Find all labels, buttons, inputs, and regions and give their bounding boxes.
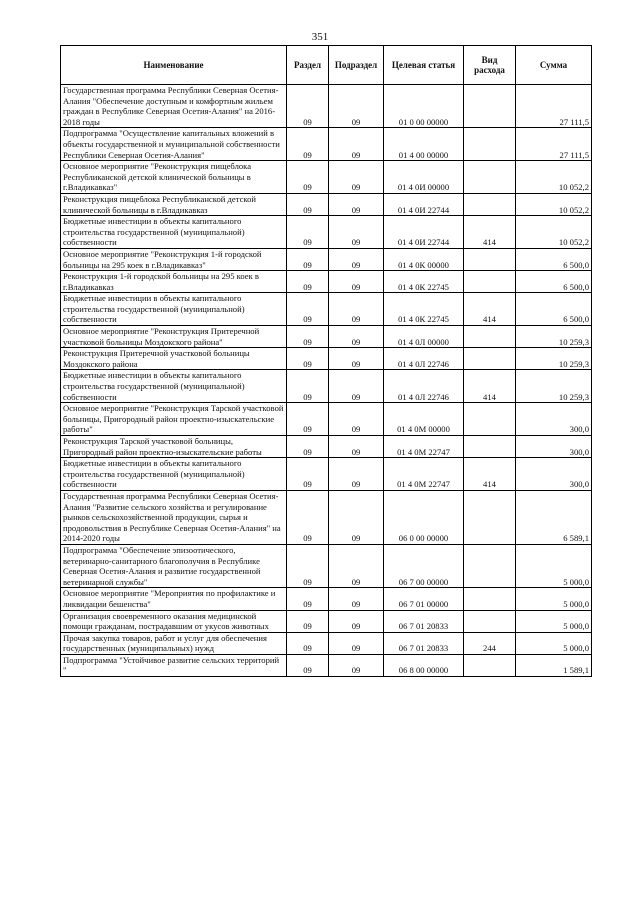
row-subsection: 09 [329, 654, 384, 676]
row-section: 09 [287, 370, 329, 403]
row-section: 09 [287, 293, 329, 326]
row-sum: 300,0 [516, 458, 592, 491]
row-subsection: 09 [329, 161, 384, 194]
table-row [61, 544, 592, 587]
row-section: 09 [287, 326, 329, 348]
row-name: Прочая закупка товаров, работ и услуг для обеспечения государственных (муниципальных) нужд [61, 632, 287, 654]
row-subsection: 09 [329, 370, 384, 403]
row-subsection: 09 [329, 216, 384, 249]
table-header-row [61, 46, 592, 85]
row-section: 09 [287, 544, 329, 587]
row-kind [464, 248, 516, 270]
row-subsection: 09 [329, 326, 384, 348]
row-name: Основное мероприятие "Реконструкция Притеречной участковой больницы Моздокского района" [61, 326, 287, 348]
row-section: 09 [287, 490, 329, 544]
row-section: 09 [287, 216, 329, 249]
row-target: 01 4 0И 22744 [384, 193, 464, 215]
row-kind [464, 588, 516, 610]
row-name: Подпрограмма "Устойчивое развитие сельских территорий " [61, 654, 287, 676]
header-name: Наименование [61, 46, 287, 85]
table-row [61, 248, 592, 270]
row-sum: 5 000,0 [516, 544, 592, 587]
row-kind: 414 [464, 458, 516, 491]
row-name: Основное мероприятие "Реконструкция пищеблока Республиканской детской клинической больницы в г.Владикавказ" [61, 161, 287, 194]
row-name: Реконструкция Тарской участковой больницы, Пригородный район проектно-изыскательские работы [61, 436, 287, 458]
row-kind [464, 161, 516, 194]
table-row [61, 271, 592, 293]
row-subsection: 09 [329, 588, 384, 610]
row-sum: 6 500,0 [516, 271, 592, 293]
row-name: Бюджетные инвестиции в объекты капитального строительства государственной (муниципальной) собственности [61, 370, 287, 403]
row-target: 06 0 00 00000 [384, 490, 464, 544]
row-name: Бюджетные инвестиции в объекты капитального строительства государственной (муниципальной) собственности [61, 216, 287, 249]
row-sum: 300,0 [516, 403, 592, 436]
row-target: 01 4 0М 00000 [384, 403, 464, 436]
row-subsection: 09 [329, 436, 384, 458]
page-number: 351 [311, 31, 329, 43]
row-subsection: 09 [329, 128, 384, 161]
row-section: 09 [287, 128, 329, 161]
row-kind [464, 403, 516, 436]
header-section: Раздел [287, 46, 329, 85]
row-sum: 6 589,1 [516, 490, 592, 544]
row-sum: 300,0 [516, 436, 592, 458]
row-sum: 6 500,0 [516, 248, 592, 270]
row-target: 06 7 01 20833 [384, 610, 464, 632]
row-kind [464, 348, 516, 370]
table-row [61, 348, 592, 370]
row-kind [464, 193, 516, 215]
row-target: 01 4 0М 22747 [384, 436, 464, 458]
row-subsection: 09 [329, 293, 384, 326]
row-sum: 6 500,0 [516, 293, 592, 326]
row-kind: 414 [464, 293, 516, 326]
row-sum: 1 589,1 [516, 654, 592, 676]
row-target: 06 7 00 00000 [384, 544, 464, 587]
row-sum: 10 259,3 [516, 348, 592, 370]
row-section: 09 [287, 403, 329, 436]
row-subsection: 09 [329, 490, 384, 544]
row-kind: 244 [464, 632, 516, 654]
row-section: 09 [287, 654, 329, 676]
row-target: 01 4 0Л 00000 [384, 326, 464, 348]
header-target: Целевая статья [384, 46, 464, 85]
row-sum: 10 259,3 [516, 326, 592, 348]
row-name: Реконструкция пищеблока Республиканской детской клинической больницы в г.Владикавказ [61, 193, 287, 215]
row-name: Основное мероприятие "Реконструкция Тарской участковой больницы, Пригородный район проектно-изыскательские работы" [61, 403, 287, 436]
row-kind: 414 [464, 216, 516, 249]
row-sum: 5 000,0 [516, 588, 592, 610]
row-kind [464, 610, 516, 632]
row-section: 09 [287, 348, 329, 370]
row-section: 09 [287, 458, 329, 491]
row-name: Реконструкция 1-й городской больницы на 295 коек в г.Владикавказ [61, 271, 287, 293]
row-subsection: 09 [329, 403, 384, 436]
row-kind [464, 128, 516, 161]
row-target: 01 4 00 00000 [384, 128, 464, 161]
row-sum: 10 259,3 [516, 370, 592, 403]
row-name: Реконструкция Притеречной участковой больницы Моздокского района [61, 348, 287, 370]
table-row [61, 403, 592, 436]
row-section: 09 [287, 271, 329, 293]
row-target: 01 4 0М 22747 [384, 458, 464, 491]
table-row [61, 293, 592, 326]
row-target: 01 4 0Л 22746 [384, 348, 464, 370]
table-row [61, 632, 592, 654]
row-target: 06 7 01 00000 [384, 588, 464, 610]
row-subsection: 09 [329, 458, 384, 491]
row-kind [464, 436, 516, 458]
row-target: 06 8 00 00000 [384, 654, 464, 676]
row-kind [464, 326, 516, 348]
row-name: Бюджетные инвестиции в объекты капитального строительства государственной (муниципальной) собственности [61, 293, 287, 326]
row-sum: 10 052,2 [516, 161, 592, 194]
row-subsection: 09 [329, 248, 384, 270]
row-sum: 5 000,0 [516, 610, 592, 632]
row-subsection: 09 [329, 85, 384, 128]
table-row [61, 128, 592, 161]
row-name: Организация своевременного оказания медицинской помощи гражданам, пострадавшим от укусов животных [61, 610, 287, 632]
row-kind [464, 271, 516, 293]
row-sum: 27 111,5 [516, 85, 592, 128]
row-subsection: 09 [329, 632, 384, 654]
table-row [61, 654, 592, 676]
row-sum: 27 111,5 [516, 128, 592, 161]
row-subsection: 09 [329, 610, 384, 632]
row-section: 09 [287, 85, 329, 128]
row-subsection: 09 [329, 544, 384, 587]
table-row [61, 85, 592, 128]
row-kind [464, 490, 516, 544]
row-target: 01 4 0К 22745 [384, 271, 464, 293]
table-row [61, 161, 592, 194]
row-sum: 10 052,2 [516, 216, 592, 249]
row-kind: 414 [464, 370, 516, 403]
row-section: 09 [287, 436, 329, 458]
table-row [61, 610, 592, 632]
row-target: 01 0 00 00000 [384, 85, 464, 128]
header-sum: Сумма [516, 46, 592, 85]
row-sum: 10 052,2 [516, 193, 592, 215]
row-name: Основное мероприятие "Мероприятия по профилактике и ликвидации бешенства" [61, 588, 287, 610]
row-sum: 5 000,0 [516, 632, 592, 654]
row-section: 09 [287, 248, 329, 270]
row-name: Основное мероприятие "Реконструкция 1-й городской больницы на 295 коек в г.Владикавказ" [61, 248, 287, 270]
header-subsection: Подраздел [329, 46, 384, 85]
table-row [61, 588, 592, 610]
row-name: Подпрограмма "Обеспечение эпизоотического, ветеринарно-санитарного благополучия в Республике Северная Осетия-Алания и развитие государственной ветеринарной службы" [61, 544, 287, 587]
table-row [61, 458, 592, 491]
table-row [61, 193, 592, 215]
row-subsection: 09 [329, 348, 384, 370]
row-name: Государственная программа Республики Северная Осетия-Алания "Обеспечение доступным и комфортным жильем граждан в Республике Северная Осетия-Алания" на 2016-2018 годы [61, 85, 287, 128]
row-name: Государственная программа Республики Северная Осетия-Алания "Развитие сельского хозяйства и регулирование рынков сельскохозяйственной продукции, сырья и продовольствия в Республике Северная Осетия-Алания" на 2014-2020 годы [61, 490, 287, 544]
header-kind: Вид расхода [464, 46, 516, 85]
table-row [61, 326, 592, 348]
row-subsection: 09 [329, 271, 384, 293]
row-target: 06 7 01 20833 [384, 632, 464, 654]
row-target: 01 4 0И 22744 [384, 216, 464, 249]
row-subsection: 09 [329, 193, 384, 215]
row-name: Подпрограмма "Осуществление капитальных вложений в объекты государственной и муниципальной собственности Республики Северная Осетия-Алания" [61, 128, 287, 161]
row-target: 01 4 0Л 22746 [384, 370, 464, 403]
row-section: 09 [287, 193, 329, 215]
row-section: 09 [287, 610, 329, 632]
table-row [61, 370, 592, 403]
row-section: 09 [287, 161, 329, 194]
row-target: 01 4 0К 22745 [384, 293, 464, 326]
row-kind [464, 85, 516, 128]
row-target: 01 4 0К 00000 [384, 248, 464, 270]
table-row [61, 490, 592, 544]
table-row [61, 436, 592, 458]
table-row [61, 216, 592, 249]
row-name: Бюджетные инвестиции в объекты капитального строительства государственной (муниципальной) собственности [61, 458, 287, 491]
row-kind [464, 654, 516, 676]
budget-table [60, 45, 592, 677]
row-kind [464, 544, 516, 587]
row-target: 01 4 0И 00000 [384, 161, 464, 194]
row-section: 09 [287, 632, 329, 654]
row-section: 09 [287, 588, 329, 610]
